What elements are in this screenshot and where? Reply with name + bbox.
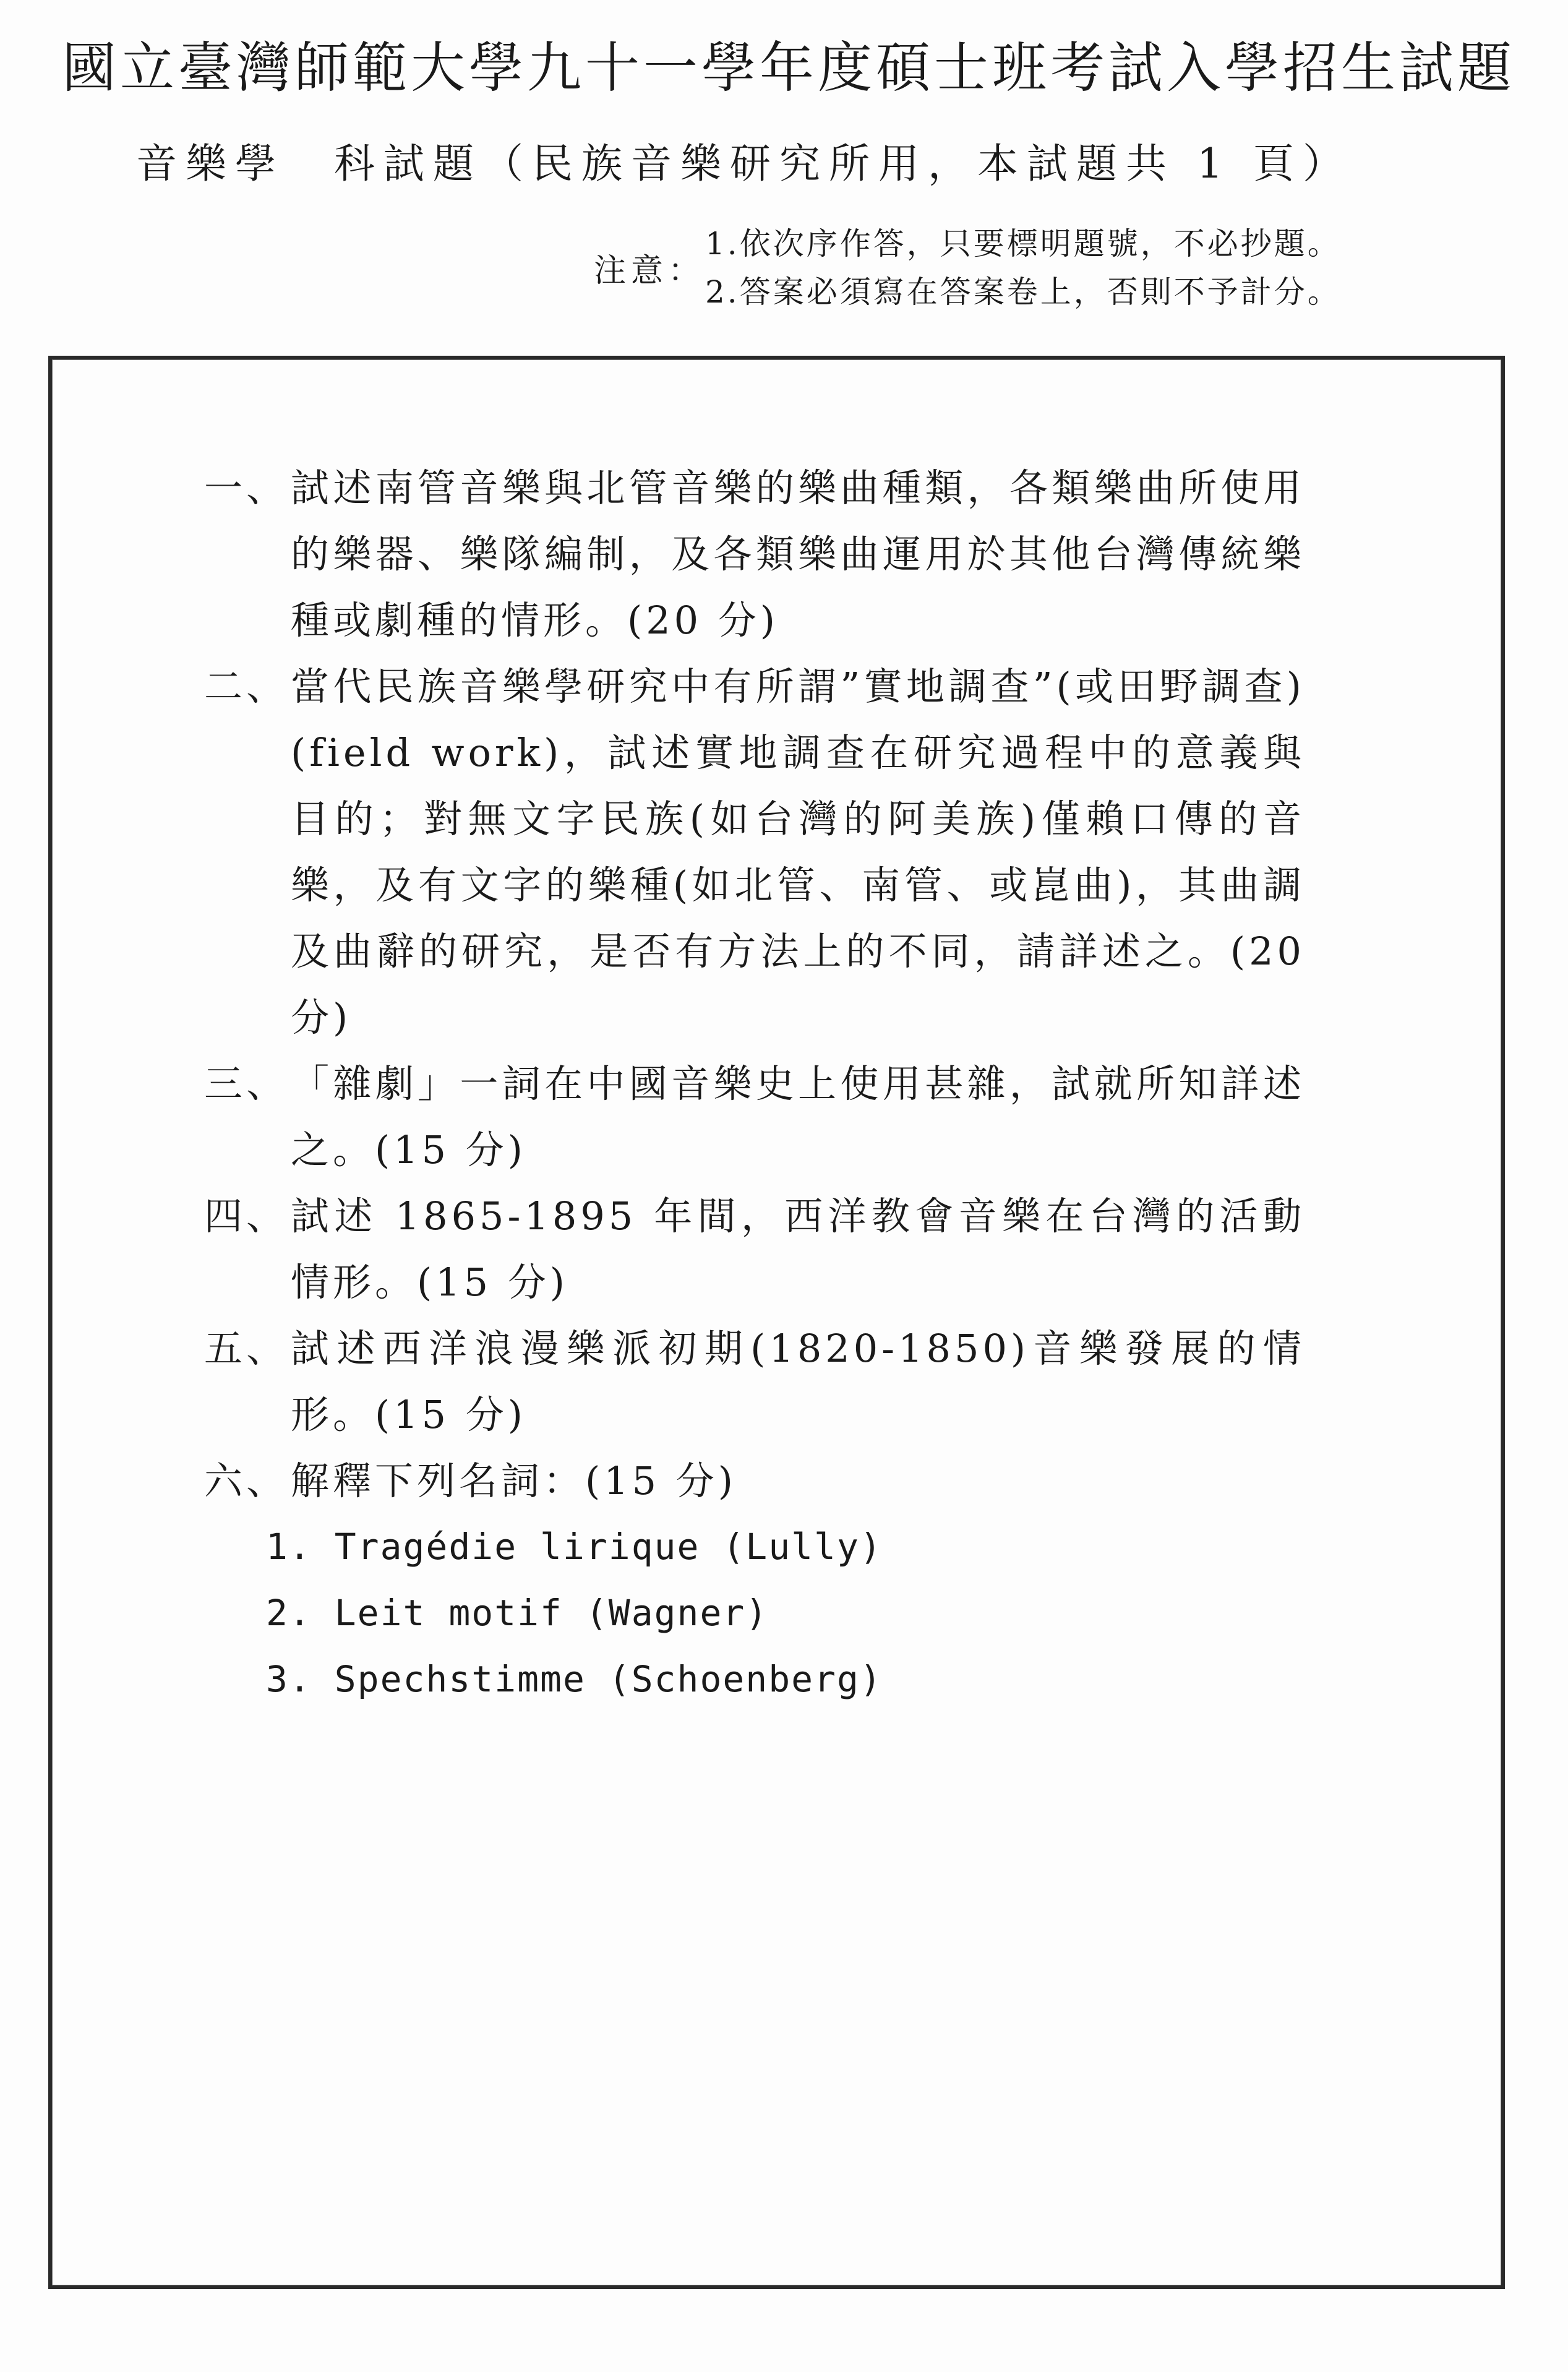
subject-suffix: 科試題（民族音樂研究所用，本試題共 1 頁） bbox=[334, 140, 1352, 187]
question-number: 五、 bbox=[204, 1326, 289, 1371]
question-4 bbox=[204, 1183, 1305, 1315]
term-item: 3. Spechstimme (Schoenberg) bbox=[266, 1658, 883, 1700]
question-text: 當代民族音樂學研究中有所謂”實地調查”(或田野調查)(field work)，試述實地調查在研究過程中的意義與目的；對無文字民族(如台灣的阿美族)僅賴口傳的音樂，及有文字的樂種(如北管、南管、或崑曲)，其曲調及曲辭的研究，是否有方法上的不同，請詳述之。(20分) bbox=[291, 664, 1305, 1040]
question-text: 解釋下列名詞：(15 分) bbox=[291, 1458, 737, 1503]
notice-item: 1.依次序作答，只要標明題號，不必抄題。 bbox=[705, 226, 1341, 262]
question-number: 四、 bbox=[204, 1193, 289, 1239]
question-2 bbox=[204, 653, 1305, 1051]
question-list bbox=[204, 455, 1305, 1712]
question-number: 二、 bbox=[204, 664, 289, 709]
notice-label: 注意： bbox=[594, 252, 706, 290]
question-number: 三、 bbox=[204, 1061, 289, 1106]
notice-item: 2.答案必須寫在答案卷上，否則不予計分。 bbox=[705, 274, 1341, 310]
question-text: 試述西洋浪漫樂派初期(1820-1850)音樂發展的情形。(15 分) bbox=[291, 1326, 1305, 1437]
question-3 bbox=[204, 1051, 1305, 1183]
question-text: 「雜劇」一詞在中國音樂史上使用甚雜，試就所知詳述之。(15 分) bbox=[291, 1061, 1305, 1172]
notice-list bbox=[705, 220, 1341, 316]
notice-block bbox=[594, 220, 1460, 325]
term-list bbox=[204, 1514, 1305, 1712]
question-5 bbox=[204, 1315, 1305, 1448]
question-number: 一、 bbox=[204, 465, 289, 510]
subject-line bbox=[136, 133, 1352, 195]
question-text: 試述 1865-1895 年間，西洋教會音樂在台灣的活動情形。(15 分) bbox=[291, 1193, 1305, 1305]
term-item: 1. Tragédie lirique (Lully) bbox=[266, 1526, 883, 1568]
question-number: 六、 bbox=[204, 1458, 289, 1503]
subject-name: 音樂學 bbox=[136, 140, 285, 187]
question-text: 試述南管音樂與北管音樂的樂曲種類，各類樂曲所使用的樂器、樂隊編制，及各類樂曲運用於其他台灣傳統樂種或劇種的情形。(20 分) bbox=[291, 465, 1305, 643]
term-item: 2. Leit motif (Wagner) bbox=[266, 1592, 769, 1634]
exam-title: 國立臺灣師範大學九十一學年度碩士班考試入學招生試題 bbox=[62, 36, 1516, 100]
question-6 bbox=[204, 1448, 1305, 1514]
question-1 bbox=[204, 455, 1305, 653]
